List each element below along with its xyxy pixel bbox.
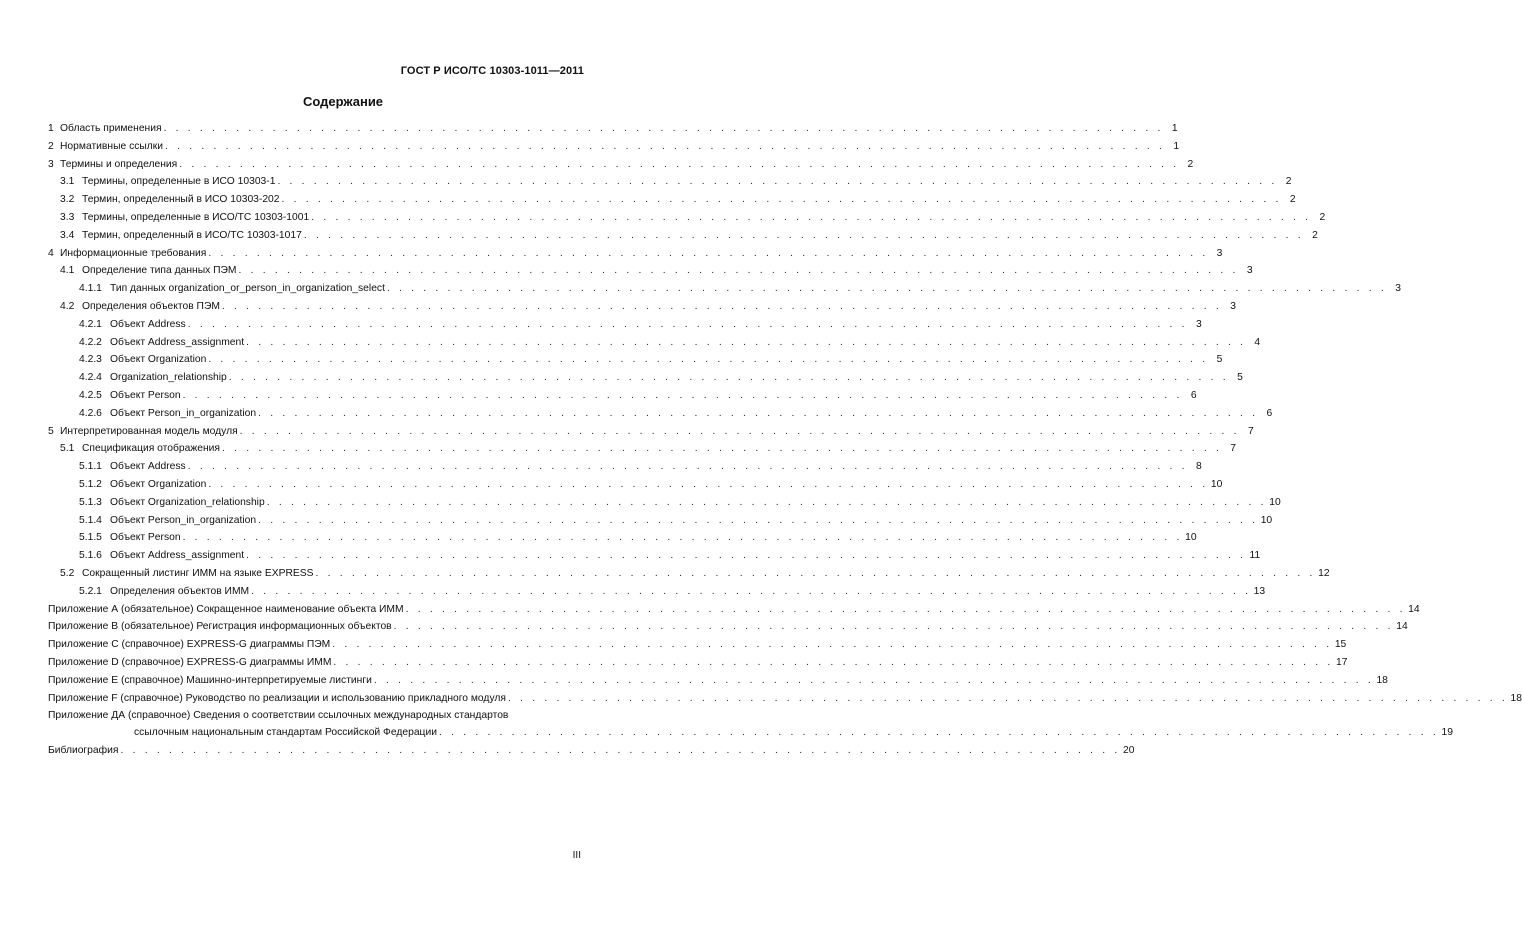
- toc-entry-number: 4.2.1: [79, 318, 102, 330]
- toc-entry-number: 3.1: [60, 176, 75, 188]
- toc-entry[interactable]: [48, 120, 1178, 138]
- toc-entry-title: [48, 690, 506, 708]
- toc-entry[interactable]: [48, 440, 1237, 458]
- toc-entry-number: 5.1.1: [79, 461, 102, 473]
- toc-entry[interactable]: [48, 618, 1408, 636]
- toc-entry[interactable]: [48, 316, 1202, 334]
- toc-entry-page-number: 4: [1254, 336, 1261, 348]
- toc-entry-label: Объект Organization_relationship: [110, 496, 265, 508]
- toc-entry[interactable]: [48, 245, 1223, 263]
- toc-entry-number: 3.2: [60, 194, 75, 206]
- toc-entry-title: [48, 138, 163, 156]
- dot-leader: . . . . . . . . . . . . . . . . . . . . . . . . . . . . . . . . . . . . . . . . . . . . . . . . . . . . . . . . . . . . . . . . . . . . . . . . . . . . . . . . . . .: [187, 318, 1188, 330]
- toc-entry-number: 5.1.4: [79, 514, 102, 526]
- dot-leader: . . . . . . . . . . . . . . . . . . . . . . . . . . . . . . . . . . . . . . . . . . . . . . . . . . . . . . . . . . . . . . . . . . . . . . . . . . . . . . . . . . .: [228, 372, 1229, 384]
- dot-leader: . . . . . . . . . . . . . . . . . . . . . . . . . . . . . . . . . . . . . . . . . . . . . . . . . . . . . . . . . . . . . . . . . . . . . . . . . . . . . . . . . . .: [208, 354, 1209, 366]
- toc-entry[interactable]: [48, 209, 1326, 227]
- dot-leader: . . . . . . . . . . . . . . . . . . . . . . . . . . . . . . . . . . . . . . . . . . . . . . . . . . . . . . . . . . . . . . . . . . . . . . . . . . . . . . . . . . .: [311, 211, 1312, 223]
- toc-entry[interactable]: [48, 654, 1348, 672]
- toc-entry[interactable]: [48, 173, 1292, 191]
- toc-entry-title: [79, 476, 206, 494]
- toc-entry[interactable]: [48, 334, 1261, 352]
- toc-entry-title: [79, 529, 181, 547]
- toc-entry[interactable]: [48, 280, 1401, 298]
- dot-leader: . . . . . . . . . . . . . . . . . . . . . . . . . . . . . . . . . . . . . . . . . . . . . . . . . . . . . . . . . . . . . . . . . . . . . . . . . . . . . . . . . . .: [163, 123, 1164, 134]
- toc-entry-page-number: 14: [1408, 603, 1420, 615]
- toc-entry-title: [60, 227, 302, 245]
- toc-entry-title: [79, 316, 186, 334]
- toc-entry-label: Объект Organization: [110, 354, 207, 366]
- toc-entry[interactable]: [48, 601, 1420, 619]
- toc-entry-number: 4.2.6: [79, 407, 102, 419]
- toc-entry-page-number: 10: [1210, 478, 1223, 490]
- dot-leader: . . . . . . . . . . . . . . . . . . . . . . . . . . . . . . . . . . . . . . . . . . . . . . . . . . . . . . . . . . . . . . . . . . . . . . . . . . . . . . . . . . .: [120, 745, 1121, 757]
- toc-entry[interactable]: [48, 529, 1197, 547]
- dot-leader: . . . . . . . . . . . . . . . . . . . . . . . . . . . . . . . . . . . . . . . . . . . . . . . . . . . . . . . . . . . . . . . . . . . . . . . . . . . . . . . . . . .: [238, 265, 1239, 277]
- dot-leader: . . . . . . . . . . . . . . . . . . . . . . . . . . . . . . . . . . . . . . . . . . . . . . . . . . . . . . . . . . . . . . . . . . . . . . . . . . . . . . . . . . .: [405, 603, 1406, 615]
- toc-entry-title: [48, 601, 404, 619]
- toc-entry[interactable]: [48, 369, 1243, 387]
- toc-entry-number: 4.1.1: [79, 283, 102, 295]
- toc-entry-label: Объект Address: [110, 318, 186, 330]
- toc-entry-page-number: 2: [1319, 211, 1326, 223]
- dot-leader: . . . . . . . . . . . . . . . . . . . . . . . . . . . . . . . . . . . . . . . . . . . . . . . . . . . . . . . . . . . . . . . . . . . . . . . . . . . . . . . . . . .: [303, 229, 1304, 241]
- toc-entry-page-number: 18: [1510, 692, 1522, 704]
- toc-entry-label: Спецификация отображения: [82, 443, 220, 455]
- toc-entry-page-number: 17: [1336, 656, 1348, 668]
- toc-entry-label: Термин, определенный в ИСО/ТС 10303-1017: [82, 229, 302, 241]
- toc-entry-label: Объект Address: [110, 461, 186, 473]
- toc-entry[interactable]: [48, 512, 1273, 530]
- toc-entry-title: [60, 262, 237, 280]
- toc-entry-title: [48, 423, 238, 441]
- toc-entry-page-number: 10: [1269, 496, 1281, 508]
- toc-entry-title: [48, 618, 392, 636]
- toc-entry-title: [48, 707, 508, 725]
- toc-entry-label: Определения объектов ИММ: [110, 585, 250, 597]
- toc-entry-label: Объект Person_in_organization: [110, 514, 257, 526]
- toc-entry[interactable]: [48, 423, 1254, 441]
- toc-entry-title: [79, 494, 265, 512]
- toc-entry-label: Термины, определенные в ИСО 10303-1: [82, 176, 276, 188]
- toc-entry-title: [79, 334, 244, 352]
- toc-entry-page-number: 3: [1216, 247, 1223, 259]
- toc-entry-label: Organization_relationship: [110, 372, 227, 384]
- dot-leader: . . . . . . . . . . . . . . . . . . . . . . . . . . . . . . . . . . . . . . . . . . . . . . . . . . . . . . . . . . . . . . . . . . . . . . . . . . . . . . . . . . .: [258, 407, 1259, 419]
- toc-entry-label: Приложение ДА (справочное) Сведения о соответствии ссылочных международных стандартов: [48, 710, 509, 722]
- toc-entry-label: Определения объектов ПЭМ: [82, 300, 220, 312]
- dot-leader: . . . . . . . . . . . . . . . . . . . . . . . . . . . . . . . . . . . . . . . . . . . . . . . . . . . . . . . . . . . . . . . . . . . . . . . . . . . . . . . . . . .: [507, 692, 1508, 704]
- toc-entry-page-number: 3: [1230, 300, 1236, 312]
- toc-entry[interactable]: [48, 458, 1202, 476]
- page-title: Содержание: [302, 94, 384, 109]
- toc-entry-page-number: 2: [1285, 176, 1292, 188]
- toc-entry-page-number: 1: [1173, 140, 1180, 152]
- toc-entry-number: 5.1: [60, 443, 75, 455]
- dot-leader: . . . . . . . . . . . . . . . . . . . . . . . . . . . . . . . . . . . . . . . . . . . . . . . . . . . . . . . . . . . . . . . . . . . . . . . . . . . . . . . . . . .: [333, 656, 1334, 668]
- toc-entry-title: [60, 565, 314, 583]
- toc-entry-title: [79, 512, 256, 530]
- toc-entry-number: 5.1.5: [79, 532, 102, 544]
- toc-entry[interactable]: [48, 707, 584, 724]
- toc-entry-title: [79, 351, 206, 369]
- toc-entry-label: Объект Address_assignment: [110, 336, 245, 348]
- toc-entry[interactable]: [48, 351, 1223, 369]
- toc-entry-page-number: 7: [1230, 443, 1237, 455]
- dot-leader: . . . . . . . . . . . . . . . . . . . . . . . . . . . . . . . . . . . . . . . . . . . . . . . . . . . . . . . . . . . . . . . . . . . . . . . . . . . . . . . . . . .: [246, 550, 1247, 562]
- toc-entry-number: 4.1: [60, 265, 75, 277]
- toc-entry[interactable]: [48, 405, 1273, 423]
- toc-entry-page-number: 10: [1260, 514, 1273, 526]
- toc-entry-page-number: 20: [1123, 745, 1135, 757]
- toc-entry[interactable]: [48, 583, 1266, 601]
- toc-entry-label: Объект Address_assignment: [110, 550, 245, 562]
- toc-entry-number: 5.1.2: [79, 478, 102, 490]
- dot-leader: . . . . . . . . . . . . . . . . . . . . . . . . . . . . . . . . . . . . . . . . . . . . . . . . . . . . . . . . . . . . . . . . . . . . . . . . . . . . . . . . . . .: [208, 247, 1209, 259]
- toc-entry-page-number: 15: [1334, 639, 1347, 651]
- toc-entry-page-number: 3: [1395, 283, 1401, 295]
- toc-entry-number: 5.2: [60, 567, 75, 579]
- toc-entry-title: [48, 120, 162, 138]
- toc-entry-page-number: 5: [1216, 354, 1223, 366]
- toc-entry-title: [79, 458, 186, 476]
- dot-leader: . . . . . . . . . . . . . . . . . . . . . . . . . . . . . . . . . . . . . . . . . . . . . . . . . . . . . . . . . . . . . . . . . . . . . . . . . . . . . . . . . . .: [246, 336, 1247, 348]
- toc-entry[interactable]: [48, 156, 1194, 174]
- toc-entry-number: 3.4: [60, 229, 75, 241]
- toc-entry-number: 1: [48, 123, 54, 134]
- toc-entry-title: [60, 298, 220, 316]
- toc-entry[interactable]: [48, 724, 1453, 742]
- toc-entry-title: [48, 654, 331, 672]
- toc-entry-title: [79, 547, 244, 565]
- toc-entry-title: [48, 245, 206, 263]
- table-of-contents: [48, 120, 1522, 760]
- toc-entry-title: [79, 387, 181, 405]
- toc-entry-number: 2: [48, 140, 54, 152]
- toc-entry-title: [48, 156, 177, 174]
- toc-entry-label: Приложение А (обязательное) Сокращенное наименование объекта ИММ: [48, 603, 404, 615]
- toc-entry-title: [48, 742, 118, 760]
- dot-leader: . . . . . . . . . . . . . . . . . . . . . . . . . . . . . . . . . . . . . . . . . . . . . . . . . . . . . . . . . . . . . . . . . . . . . . . . . . . . . . . . . . .: [179, 158, 1180, 170]
- toc-entry-number: 5.1.3: [79, 496, 102, 508]
- dot-leader: . . . . . . . . . . . . . . . . . . . . . . . . . . . . . . . . . . . . . . . . . . . . . . . . . . . . . . . . . . . . . . . . . . . . . . . . . . . . . . . . . . .: [165, 140, 1166, 152]
- toc-entry-label: Интерпретированная модель модуля: [60, 425, 238, 437]
- page-number: III: [572, 850, 581, 861]
- dot-leader: . . . . . . . . . . . . . . . . . . . . . . . . . . . . . . . . . . . . . . . . . . . . . . . . . . . . . . . . . . . . . . . . . . . . . . . . . . . . . . . . . . .: [208, 478, 1209, 490]
- toc-entry-label: Библиография: [48, 745, 119, 757]
- toc-entry-label: Приложение D (справочное) EXPRESS-G диаграммы ИММ: [48, 656, 332, 668]
- toc-entry-label: Область применения: [60, 123, 162, 134]
- toc-entry-label: Приложение F (справочное) Руководство по реализации и использованию прикладного модуля: [48, 692, 506, 704]
- dot-leader: . . . . . . . . . . . . . . . . . . . . . . . . . . . . . . . . . . . . . . . . . . . . . . . . . . . . . . . . . . . . . . . . . . . . . . . . . . . . . . . . . . .: [258, 514, 1259, 526]
- dot-leader: . . . . . . . . . . . . . . . . . . . . . . . . . . . . . . . . . . . . . . . . . . . . . . . . . . . . . . . . . . . . . . . . . . . . . . . . . . . . . . . . . . .: [239, 425, 1240, 437]
- dot-leader: . . . . . . . . . . . . . . . . . . . . . . . . . . . . . . . . . . . . . . . . . . . . . . . . . . . . . . . . . . . . . . . . . . . . . . . . . . . . . . . . . . .: [221, 443, 1223, 455]
- toc-entry-page-number: 10: [1185, 532, 1197, 544]
- toc-entry-label: Объект Person_in_organization: [110, 407, 257, 419]
- dot-leader: . . . . . . . . . . . . . . . . . . . . . . . . . . . . . . . . . . . . . . . . . . . . . . . . . . . . . . . . . . . . . . . . . . . . . . . . . . . . . . . . . . .: [221, 300, 1222, 312]
- dot-leader: . . . . . . . . . . . . . . . . . . . . . . . . . . . . . . . . . . . . . . . . . . . . . . . . . . . . . . . . . . . . . . . . . . . . . . . . . . . . . . . . . . .: [332, 639, 1333, 651]
- toc-entry[interactable]: [48, 565, 1330, 583]
- toc-entry-title: [48, 672, 372, 690]
- document-code-header: ГОСТ Р ИСО/ТС 10303-1011—2011: [400, 65, 584, 77]
- toc-entry-page-number: 18: [1376, 674, 1388, 686]
- toc-entry-page-number: 1: [1171, 123, 1178, 134]
- toc-entry[interactable]: [48, 636, 1347, 654]
- toc-entry-title: [60, 209, 309, 227]
- toc-entry[interactable]: [48, 476, 1223, 494]
- dot-leader: . . . . . . . . . . . . . . . . . . . . . . . . . . . . . . . . . . . . . . . . . . . . . . . . . . . . . . . . . . . . . . . . . . . . . . . . . . . . . . . . . . .: [187, 461, 1188, 473]
- toc-entry-label: Объект Person: [110, 389, 181, 401]
- toc-entry-number: 3: [48, 158, 54, 170]
- toc-entry-label: Информационные требования: [60, 247, 207, 259]
- toc-entry[interactable]: [48, 742, 1135, 760]
- toc-entry-page-number: 12: [1318, 567, 1330, 579]
- toc-entry-label: Приложение С (справочное) EXPRESS-G диаграммы ПЭМ: [48, 639, 331, 651]
- toc-entry-label: Приложение В (обязательное) Регистрация информационных объектов: [48, 621, 392, 633]
- toc-entry-title: [60, 440, 220, 458]
- toc-entry-label: Объект Person: [110, 532, 181, 544]
- toc-entry-label: Объект Organization: [110, 478, 207, 490]
- toc-entry-number: 4: [48, 247, 54, 259]
- toc-entry-title: [60, 191, 280, 209]
- toc-entry-number: 4.2.2: [79, 336, 102, 348]
- toc-entry[interactable]: [48, 262, 1253, 280]
- dot-leader: . . . . . . . . . . . . . . . . . . . . . . . . . . . . . . . . . . . . . . . . . . . . . . . . . . . . . . . . . . . . . . . . . . . . . . . . . . . . . . . . . . .: [277, 176, 1278, 188]
- dot-leader: . . . . . . . . . . . . . . . . . . . . . . . . . . . . . . . . . . . . . . . . . . . . . . . . . . . . . . . . . . . . . . . . . . . . . . . . . . . . . . . . . . .: [281, 194, 1282, 206]
- toc-entry-label: Тип данных organization_or_person_in_organization_select: [110, 283, 385, 295]
- toc-entry-title: [79, 369, 227, 387]
- toc-entry-label: Термин, определенный в ИСО 10303-202: [82, 194, 280, 206]
- toc-entry-number: 3.3: [60, 211, 75, 223]
- toc-entry-page-number: 2: [1312, 229, 1318, 241]
- toc-entry-page-number: 7: [1247, 425, 1254, 437]
- toc-entry-title: [79, 405, 256, 423]
- toc-entry-label: ссылочным национальным стандартам Российской Федерации: [134, 727, 437, 739]
- dot-leader: . . . . . . . . . . . . . . . . . . . . . . . . . . . . . . . . . . . . . . . . . . . . . . . . . . . . . . . . . . . . . . . . . . . . . . . . . . . . . . . . . . .: [315, 567, 1316, 579]
- dot-leader: . . . . . . . . . . . . . . . . . . . . . . . . . . . . . . . . . . . . . . . . . . . . . . . . . . . . . . . . . . . . . . . . . . . . . . . . . . . . . . . . . . .: [182, 532, 1183, 544]
- toc-entry-page-number: 2: [1289, 194, 1296, 206]
- toc-entry-page-number: 3: [1196, 318, 1202, 330]
- dot-leader: . . . . . . . . . . . . . . . . . . . . . . . . . . . . . . . . . . . . . . . . . . . . . . . . . . . . . . . . . . . . . . . . . . . . . . . . . . . . . . . . . . .: [182, 389, 1183, 401]
- toc-entry-number: 4.2.3: [79, 354, 102, 366]
- toc-entry[interactable]: [48, 138, 1180, 156]
- toc-entry-number: 5: [48, 425, 54, 437]
- toc-entry[interactable]: [48, 191, 1296, 209]
- toc-entry-number: 4.2.5: [79, 389, 102, 401]
- dot-leader: . . . . . . . . . . . . . . . . . . . . . . . . . . . . . . . . . . . . . . . . . . . . . . . . . . . . . . . . . . . . . . . . . . . . . . . . . . . . . . . . . . .: [373, 674, 1374, 686]
- dot-leader: . . . . . . . . . . . . . . . . . . . . . . . . . . . . . . . . . . . . . . . . . . . . . . . . . . . . . . . . . . . . . . . . . . . . . . . . . . . . . . . . . . .: [393, 621, 1394, 633]
- toc-entry[interactable]: [48, 690, 1522, 708]
- toc-entry-page-number: 14: [1396, 621, 1408, 633]
- toc-entry-page-number: 11: [1249, 550, 1261, 562]
- toc-entry-label: Термины, определенные в ИСО/ТС 10303-1001: [82, 211, 310, 223]
- toc-entry-page-number: 2: [1187, 158, 1194, 170]
- toc-entry-page-number: 19: [1441, 727, 1453, 739]
- toc-entry[interactable]: [48, 387, 1197, 405]
- toc-entry-number: 4.2: [60, 300, 75, 312]
- toc-entry-page-number: 3: [1246, 265, 1253, 277]
- toc-entry[interactable]: [48, 494, 1281, 512]
- toc-entry[interactable]: [48, 298, 1236, 316]
- toc-entry-page-number: 8: [1196, 461, 1202, 473]
- toc-entry-page-number: 6: [1190, 389, 1197, 401]
- toc-entry-title: [134, 724, 437, 742]
- toc-entry-label: Нормативные ссылки: [60, 140, 164, 152]
- toc-entry-number: 5.1.6: [79, 550, 102, 562]
- toc-entry-title: [79, 280, 385, 298]
- toc-entry-title: [79, 583, 249, 601]
- toc-entry-title: [48, 636, 330, 654]
- toc-entry-page-number: 13: [1253, 585, 1266, 597]
- toc-entry[interactable]: [48, 227, 1318, 245]
- toc-entry-number: 5.2.1: [79, 585, 102, 597]
- dot-leader: . . . . . . . . . . . . . . . . . . . . . . . . . . . . . . . . . . . . . . . . . . . . . . . . . . . . . . . . . . . . . . . . . . . . . . . . . . . . . . . . . . .: [386, 283, 1387, 295]
- toc-entry-page-number: 6: [1266, 407, 1273, 419]
- toc-entry-label: Термины и определения: [60, 158, 178, 170]
- toc-entry[interactable]: [48, 672, 1388, 690]
- toc-entry-label: Определение типа данных ПЭМ: [82, 265, 237, 277]
- toc-entry-title: [60, 173, 275, 191]
- dot-leader: . . . . . . . . . . . . . . . . . . . . . . . . . . . . . . . . . . . . . . . . . . . . . . . . . . . . . . . . . . . . . . . . . . . . . . . . . . . . . . . . . . .: [438, 727, 1439, 739]
- toc-entry-page-number: 5: [1237, 372, 1243, 384]
- toc-entry-label: Приложение Е (справочное) Машинно-интерпретируемые листинги: [48, 674, 372, 686]
- toc-entry-label: Сокращенный листинг ИММ на языке EXPRESS: [82, 567, 314, 579]
- dot-leader: . . . . . . . . . . . . . . . . . . . . . . . . . . . . . . . . . . . . . . . . . . . . . . . . . . . . . . . . . . . . . . . . . . . . . . . . . . . . . . . . . . .: [251, 585, 1252, 597]
- dot-leader: . . . . . . . . . . . . . . . . . . . . . . . . . . . . . . . . . . . . . . . . . . . . . . . . . . . . . . . . . . . . . . . . . . . . . . . . . . . . . . . . . . .: [266, 496, 1267, 508]
- toc-entry[interactable]: [48, 547, 1261, 565]
- toc-entry-number: 4.2.4: [79, 372, 102, 384]
